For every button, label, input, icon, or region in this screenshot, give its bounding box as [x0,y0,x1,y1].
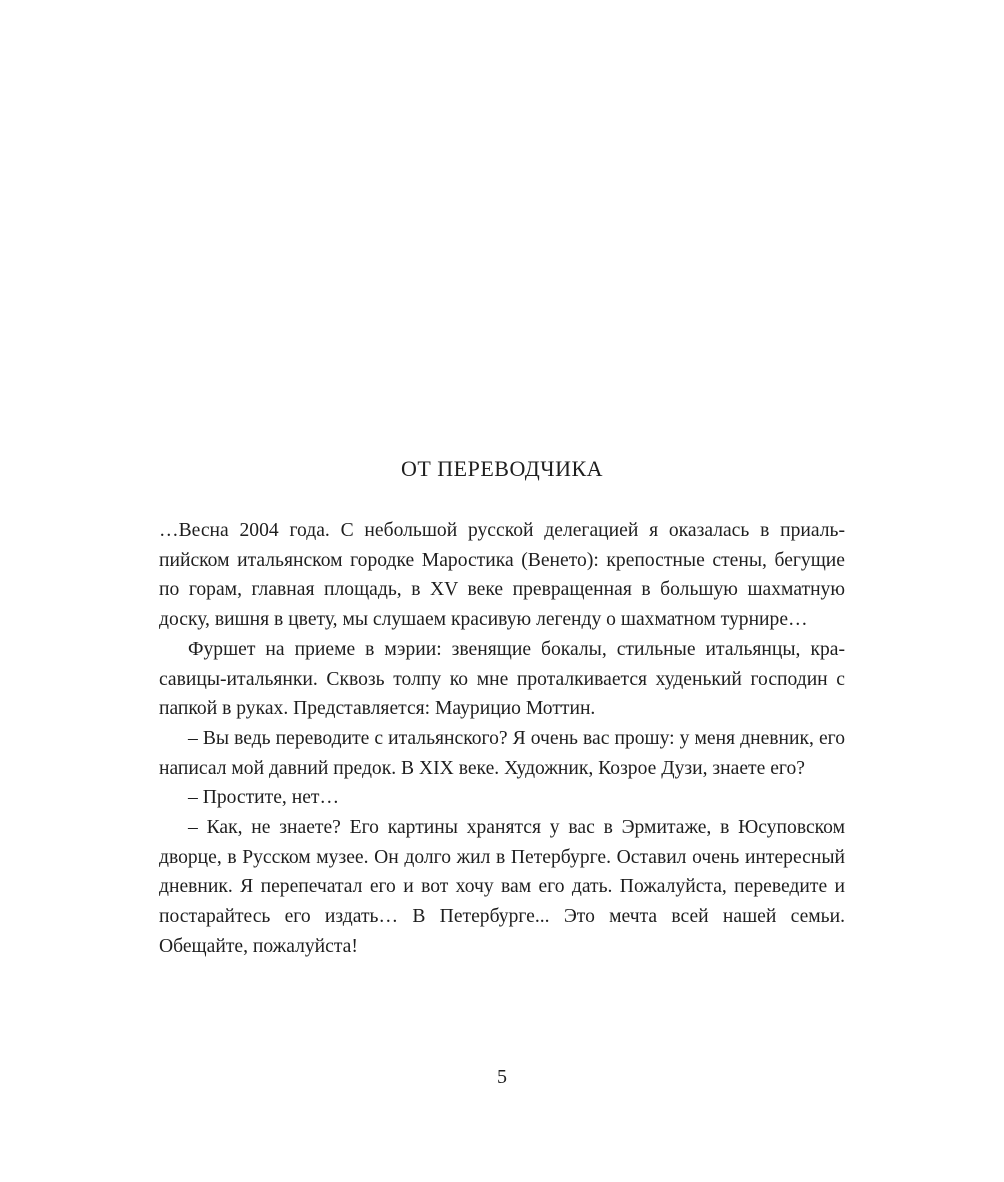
paragraph-2: Фуршет на приеме в мэрии: звенящие бокалы, стильные итальянцы, красавицы-итальянки. Сквозь толпу ко мне проталкивается худенький господин с папкой в руках. Представляется: Маурицио Моттин. [159,638,845,720]
page-number: 5 [497,1066,507,1088]
paragraph-1: …Весна 2004 года. С небольшой русской делегацией я оказалась в приальпийском итальянском городке Маростика (Венето): крепостные стены, бегущие по горам, главная площадь, в XV веке превращенная в большую шахматную доску, вишня в цвету, мы слушаем красивую легенду о шахматном турнире… [159,520,845,631]
paragraph-4: – Простите, нет… [188,787,340,809]
body-text [159,516,845,962]
paragraph-5: – Как, не знаете? Его картины хранятся у вас в Эрмитаже, в Юсуповском дворце, в Русском музее. Он долго жил в Петербурге. Оставил очень интересный дневник. Я перепечатал его и вот хочу вам его дать. Пожалуйста, переведите и постарайтесь его издать… В Петербурге... Это мечта всей нашей семьи. Обещайте, пожалуйста! [159,817,845,957]
paragraph-3: – Вы ведь переводите с итальянского? Я очень вас прошу: у меня дневник, его написал мой давний предок. В XIX веке. Художник, Козрое Дузи, знаете его? [159,727,845,779]
chapter-title: ОТ ПЕРЕВОДЧИКА [400,456,604,481]
